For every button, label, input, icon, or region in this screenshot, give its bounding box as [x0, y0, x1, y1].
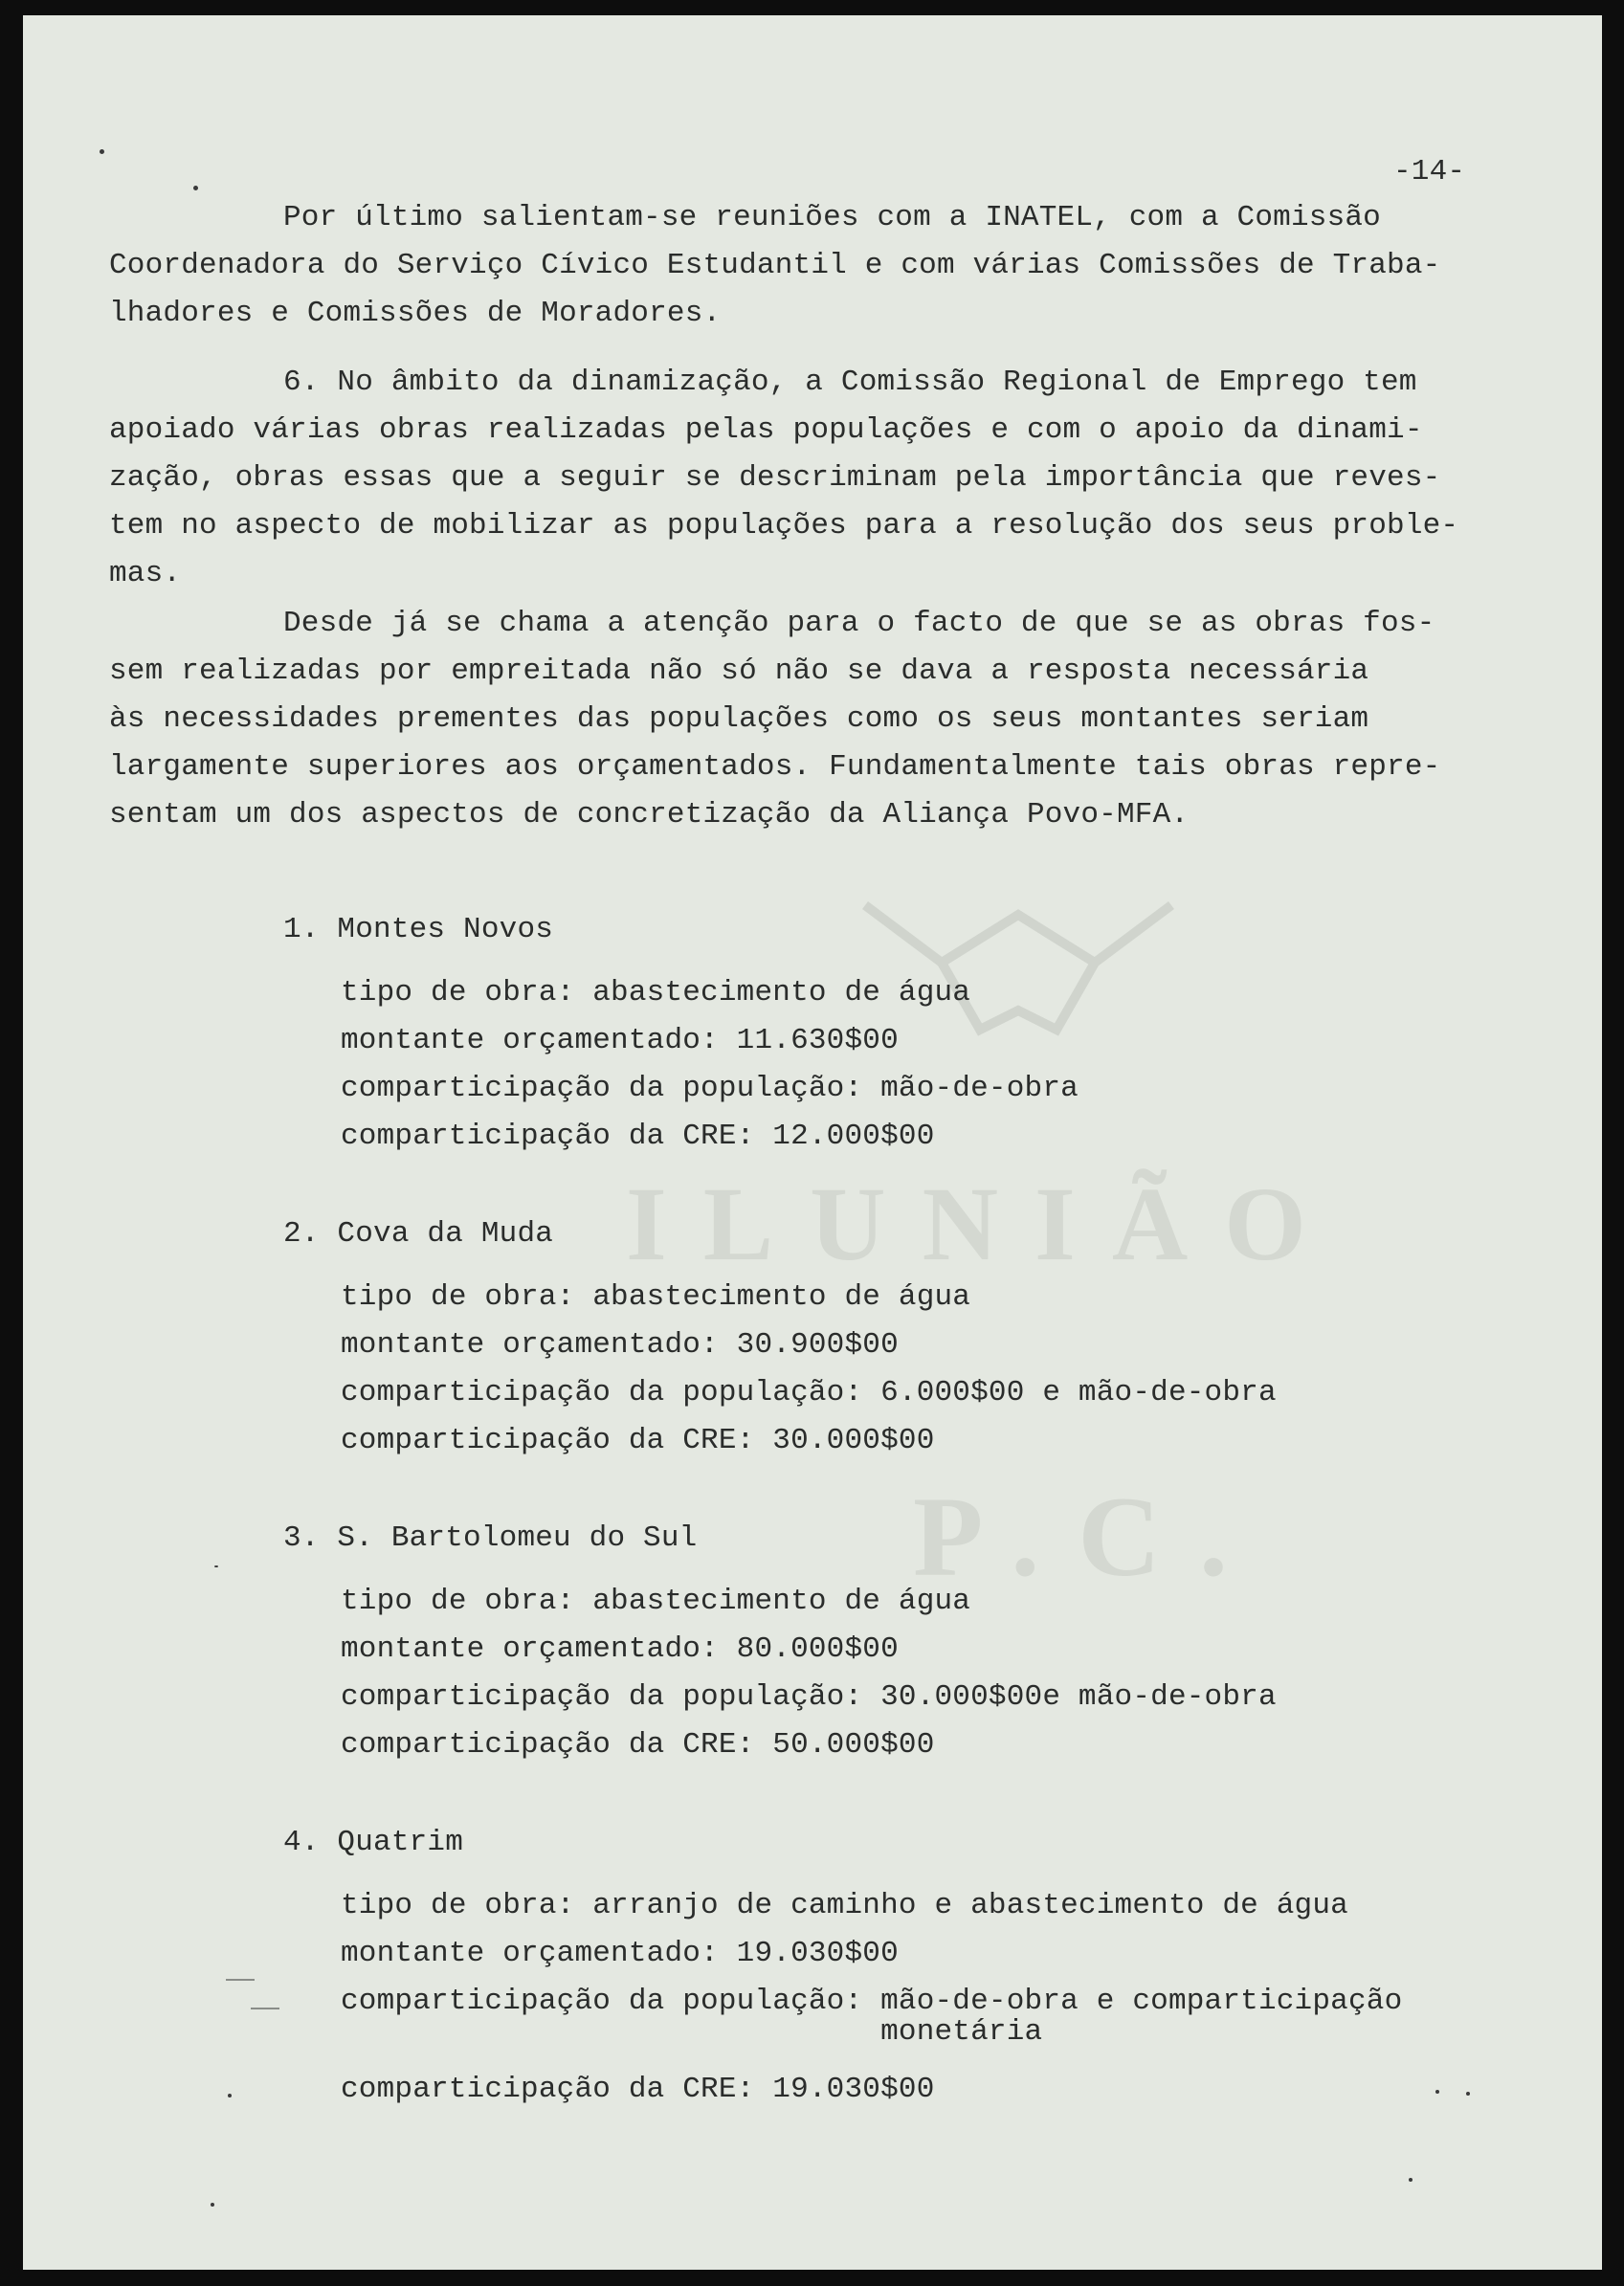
work-detail-line: monetária	[341, 2015, 1043, 2049]
note-line: Desde já se chama a atenção para o facto de que se as obras fos-	[283, 607, 1435, 640]
paper-speck	[226, 1979, 255, 1981]
document-page	[23, 15, 1602, 2270]
work-heading: 2. Cova da Muda	[283, 1217, 554, 1251]
section-6-line: 6. No âmbito da dinamização, a Comissão Regional de Emprego tem	[283, 366, 1417, 399]
note-line: às necessidades prementes das populações como os seus montantes seriam	[109, 702, 1369, 736]
work-detail-line: tipo de obra: arranjo de caminho e abastecimento de água	[341, 1889, 1348, 1922]
work-detail-line: comparticipação da população: mão-de-obra e comparticipação	[341, 1985, 1403, 2018]
work-detail-line: montante orçamentado: 80.000$00	[341, 1632, 899, 1666]
work-detail-line: comparticipação da CRE: 12.000$00	[341, 1120, 935, 1153]
paper-speck	[1409, 2178, 1413, 2182]
work-detail-line: tipo de obra: abastecimento de água	[341, 976, 971, 1010]
note-line: sem realizadas por empreitada não só não se dava a resposta necessária	[109, 655, 1369, 688]
work-heading: 1. Montes Novos	[283, 913, 554, 946]
svg-text:ILUNIÃO: ILUNIÃO	[626, 1165, 1343, 1282]
note-line: largamente superiores aos orçamentados. Fundamentalmente tais obras repre-	[109, 750, 1441, 784]
paper-speck	[1466, 2092, 1470, 2096]
work-heading: 4. Quatrim	[283, 1826, 464, 1859]
work-detail-line: comparticipação da CRE: 30.000$00	[341, 1424, 935, 1457]
work-heading: 3. S. Bartolomeu do Sul	[283, 1521, 698, 1555]
intro-line: Por último salientam-se reuniões com a INATEL, com a Comissão	[283, 201, 1381, 234]
note-line: sentam um dos aspectos de concretização da Aliança Povo-MFA.	[109, 798, 1190, 832]
section-6-line: mas.	[109, 557, 182, 590]
paper-speck	[211, 2203, 214, 2207]
paper-speck	[214, 1565, 218, 1567]
work-detail-line: comparticipação da CRE: 50.000$00	[341, 1728, 935, 1762]
paper-speck	[1435, 2090, 1439, 2094]
work-detail-line: montante orçamentado: 30.900$00	[341, 1328, 899, 1362]
work-detail-line: montante orçamentado: 11.630$00	[341, 1024, 899, 1057]
paper-speck	[228, 2094, 232, 2097]
work-detail-line: comparticipação da CRE: 19.030$00	[341, 2073, 935, 2106]
intro-line: Coordenadora do Serviço Cívico Estudantil e com várias Comissões de Traba-	[109, 249, 1441, 282]
section-6-line: zação, obras essas que a seguir se descriminam pela importância que reves-	[109, 461, 1441, 495]
paper-speck	[251, 2008, 279, 2009]
paper-speck	[100, 149, 104, 154]
work-detail-line: tipo de obra: abastecimento de água	[341, 1585, 971, 1618]
section-6-line: apoiado várias obras realizadas pelas populações e com o apoio da dinami-	[109, 413, 1423, 447]
paper-speck	[193, 186, 198, 190]
svg-text:P.C.: P.C.	[913, 1473, 1266, 1600]
section-6-line: tem no aspecto de mobilizar as populações para a resolução dos seus proble-	[109, 509, 1459, 543]
work-detail-line: comparticipação da população: 6.000$00 e mão-de-obra	[341, 1376, 1277, 1409]
work-detail-line: tipo de obra: abastecimento de água	[341, 1280, 971, 1314]
page-number: -14-	[1393, 155, 1466, 189]
intro-line: lhadores e Comissões de Moradores.	[109, 297, 722, 330]
work-detail-line: comparticipação da população: mão-de-obra	[341, 1072, 1079, 1105]
work-detail-line: montante orçamentado: 19.030$00	[341, 1937, 899, 1970]
work-detail-line: comparticipação da população: 30.000$00e mão-de-obra	[341, 1680, 1277, 1714]
